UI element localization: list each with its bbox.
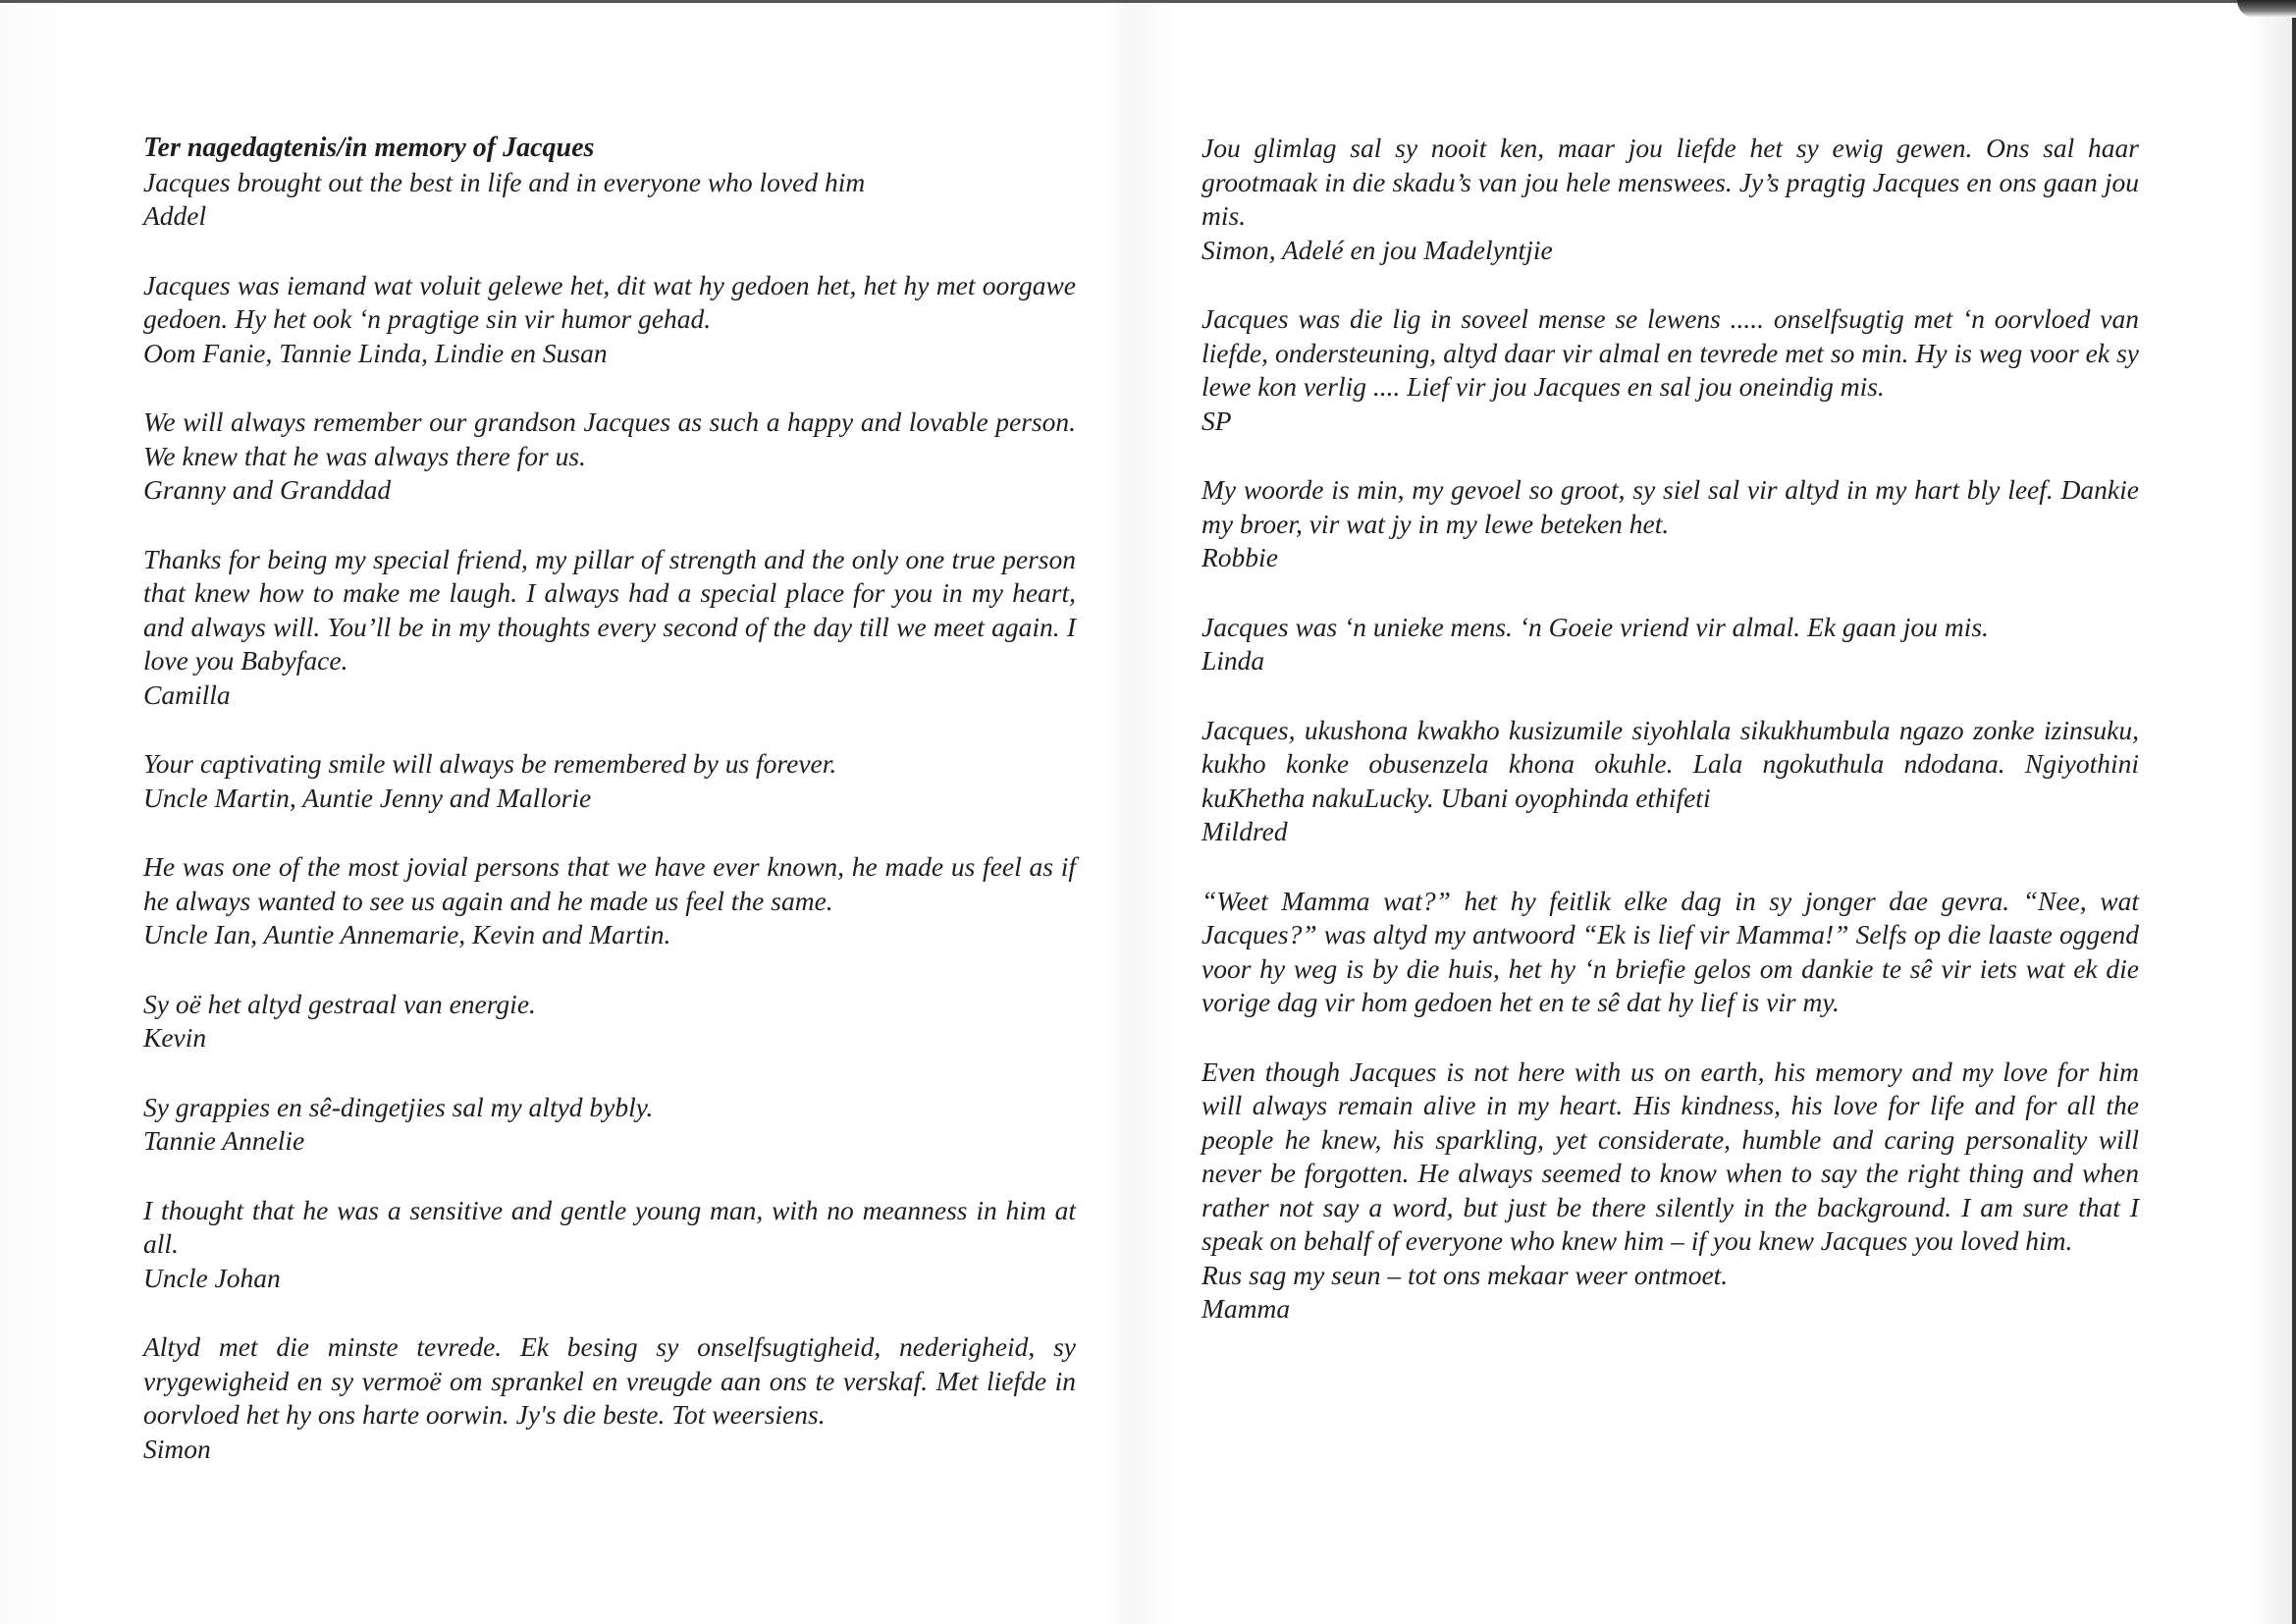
tribute-entry <box>1201 302 2139 438</box>
tribute-text: I thought that he was a sensitive and gentle young man, with no meanness in him at all. <box>143 1194 1076 1259</box>
scan-edge-right <box>2292 0 2296 1624</box>
tribute-text: Sy oë het altyd gestraal van energie. <box>143 988 536 1019</box>
tribute-text: Altyd met die minste tevrede. Ek besing sy onselfsugtigheid, nederigheid, sy vrygewigheid en sy vermoë om sprankel en vreugde aan ons te verskaf. Met liefde in oorvloed het hy ons harte oorwin. Jy's die beste. Tot weersiens. <box>143 1331 1076 1430</box>
tribute-signature: Mildred <box>1201 816 1288 846</box>
tribute-entry <box>1201 132 2139 267</box>
tribute-text: We will always remember our grandson Jacques as such a happy and lovable person. We knew that he was always there for us. <box>143 406 1076 471</box>
tribute-text: My woorde is min, my gevoel so groot, sy siel sal vir altyd in my hart bly leef. Dankie my broer, vir wat jy in my lewe beteken het. <box>1201 474 2139 539</box>
tribute-text: Jacques brought out the best in life and in everyone who loved him <box>143 166 866 197</box>
tribute-entry <box>143 132 1076 234</box>
tribute-entry <box>143 543 1076 713</box>
left-column <box>143 132 1076 1501</box>
tribute-text: Your captivating smile will always be remembered by us forever. <box>143 748 837 779</box>
tribute-signature: Granny and Granddad <box>143 474 392 505</box>
tribute-text: Even though Jacques is not here with us on earth, his memory and my love for him will always remain alive in my heart. His kindness, his love for life and for all the people he knew, his sparkling, yet considerate, humble and caring personality will never be forgotten. He always seemed to know when to say the right thing and when rather not say a word, but just be there silently in the background. I am sure that I speak on behalf of everyone who knew him – if you knew Jacques you loved him. <box>1201 1056 2139 1256</box>
tribute-entry <box>143 1194 1076 1296</box>
tribute-entry <box>1201 473 2139 575</box>
right-column <box>1201 132 2139 1362</box>
tribute-text: Jacques was iemand wat voluit gelewe het, dit wat hy gedoen het, het hy met oorgawe gedoen. Hy het ook ‘n pragtige sin vir humor gehad. <box>143 269 1076 334</box>
tribute-signature: Addel <box>143 200 207 231</box>
tribute-text: Jacques was die lig in soveel mense se lewens ..... onselfsugtig met ‘n oorvloed van liefde, ondersteuning, altyd daar vir almal en tevrede met so min. Hy is weg voor ek sy lewe kon verlig .... Lief vir jou Jacques en sal jou oneindig mis. <box>1201 303 2139 402</box>
tribute-entry <box>1201 714 2139 849</box>
tribute-text: Jacques was ‘n unieke mens. ‘n Goeie vriend vir almal. Ek gaan jou mis. <box>1201 611 1989 642</box>
tribute-signature: Camilla <box>143 678 231 710</box>
scan-corner-shadow <box>2237 0 2296 18</box>
tribute-entry <box>143 269 1076 371</box>
tribute-signature: Simon <box>143 1433 211 1464</box>
tribute-text: Sy grappies en sê-dingetjies sal my altyd bybly. <box>143 1091 654 1122</box>
page-heading: Ter nagedagtenis/in memory of Jacques <box>143 133 595 163</box>
tribute-text: He was one of the most jovial persons that we have ever known, he made us feel as if he always wanted to see us again and he made us feel the same. <box>143 851 1076 916</box>
tribute-signature: SP <box>1201 405 1232 436</box>
tribute-line: Rus sag my seun – tot ons mekaar weer ontmoet. <box>1201 1259 1729 1290</box>
tribute-signature: Kevin <box>143 1022 207 1053</box>
scan-edge-top <box>0 0 2296 3</box>
tribute-text: Jacques, ukushona kwakho kusizumile siyohlala sikukhumbula ngazo zonke izinsuku, kukho konke obusenzela khona okuhle. Lala ngokuthula ndodana. Ngiyothini kuKhetha nakuLucky. Ubani oyophinda ethifeti <box>1201 714 2139 813</box>
tribute-signature: Simon, Adelé en jou Madelyntjie <box>1201 234 1553 265</box>
tribute-entry <box>143 1330 1076 1466</box>
tribute-signature: Linda <box>1201 645 1265 676</box>
tribute-signature: Uncle Martin, Auntie Jenny and Mallorie <box>143 782 592 813</box>
tribute-entry <box>143 406 1076 508</box>
tribute-entry <box>143 747 1076 815</box>
tribute-signature: Uncle Johan <box>143 1262 281 1293</box>
tribute-signature: Uncle Ian, Auntie Annemarie, Kevin and Martin. <box>143 919 671 949</box>
tribute-entry <box>143 988 1076 1056</box>
tribute-signature: Robbie <box>1201 542 1278 572</box>
tribute-entry <box>1201 885 2139 1020</box>
tribute-entry <box>143 1091 1076 1159</box>
tribute-entry <box>1201 611 2139 678</box>
tribute-signature: Mamma <box>1201 1293 1291 1324</box>
tribute-entry <box>143 850 1076 952</box>
tribute-text: “Weet Mamma wat?” het hy feitlik elke dag in sy jonger dae gevra. “Nee, wat Jacques?” was altyd my antwoord “Ek is lief vir Mamma!” Selfs op die laaste oggend voor hy weg is by die huis, het hy ‘n briefie gelos om dankie te sê vir iets wat ek die vorige dag vir hom gedoen het en te sê dat hy lief is vir my. <box>1201 885 2139 1017</box>
tribute-text: Jou glimlag sal sy nooit ken, maar jou liefde het sy ewig gewen. Ons sal haar grootmaak in die skadu’s van jou hele menswees. Jy’s pragtig Jacques en ons gaan jou mis. <box>1201 133 2139 231</box>
tribute-signature: Tannie Annelie <box>143 1125 305 1156</box>
tribute-entry <box>1201 1056 2139 1326</box>
tribute-signature: Oom Fanie, Tannie Linda, Lindie en Susan <box>143 337 608 368</box>
tribute-text: Thanks for being my special friend, my pillar of strength and the only one true person that knew how to make me laugh. I always had a special place for you in my heart, and always will. You’ll be in my thoughts every second of the day till we meet again. I love you Babyface. <box>143 543 1076 676</box>
